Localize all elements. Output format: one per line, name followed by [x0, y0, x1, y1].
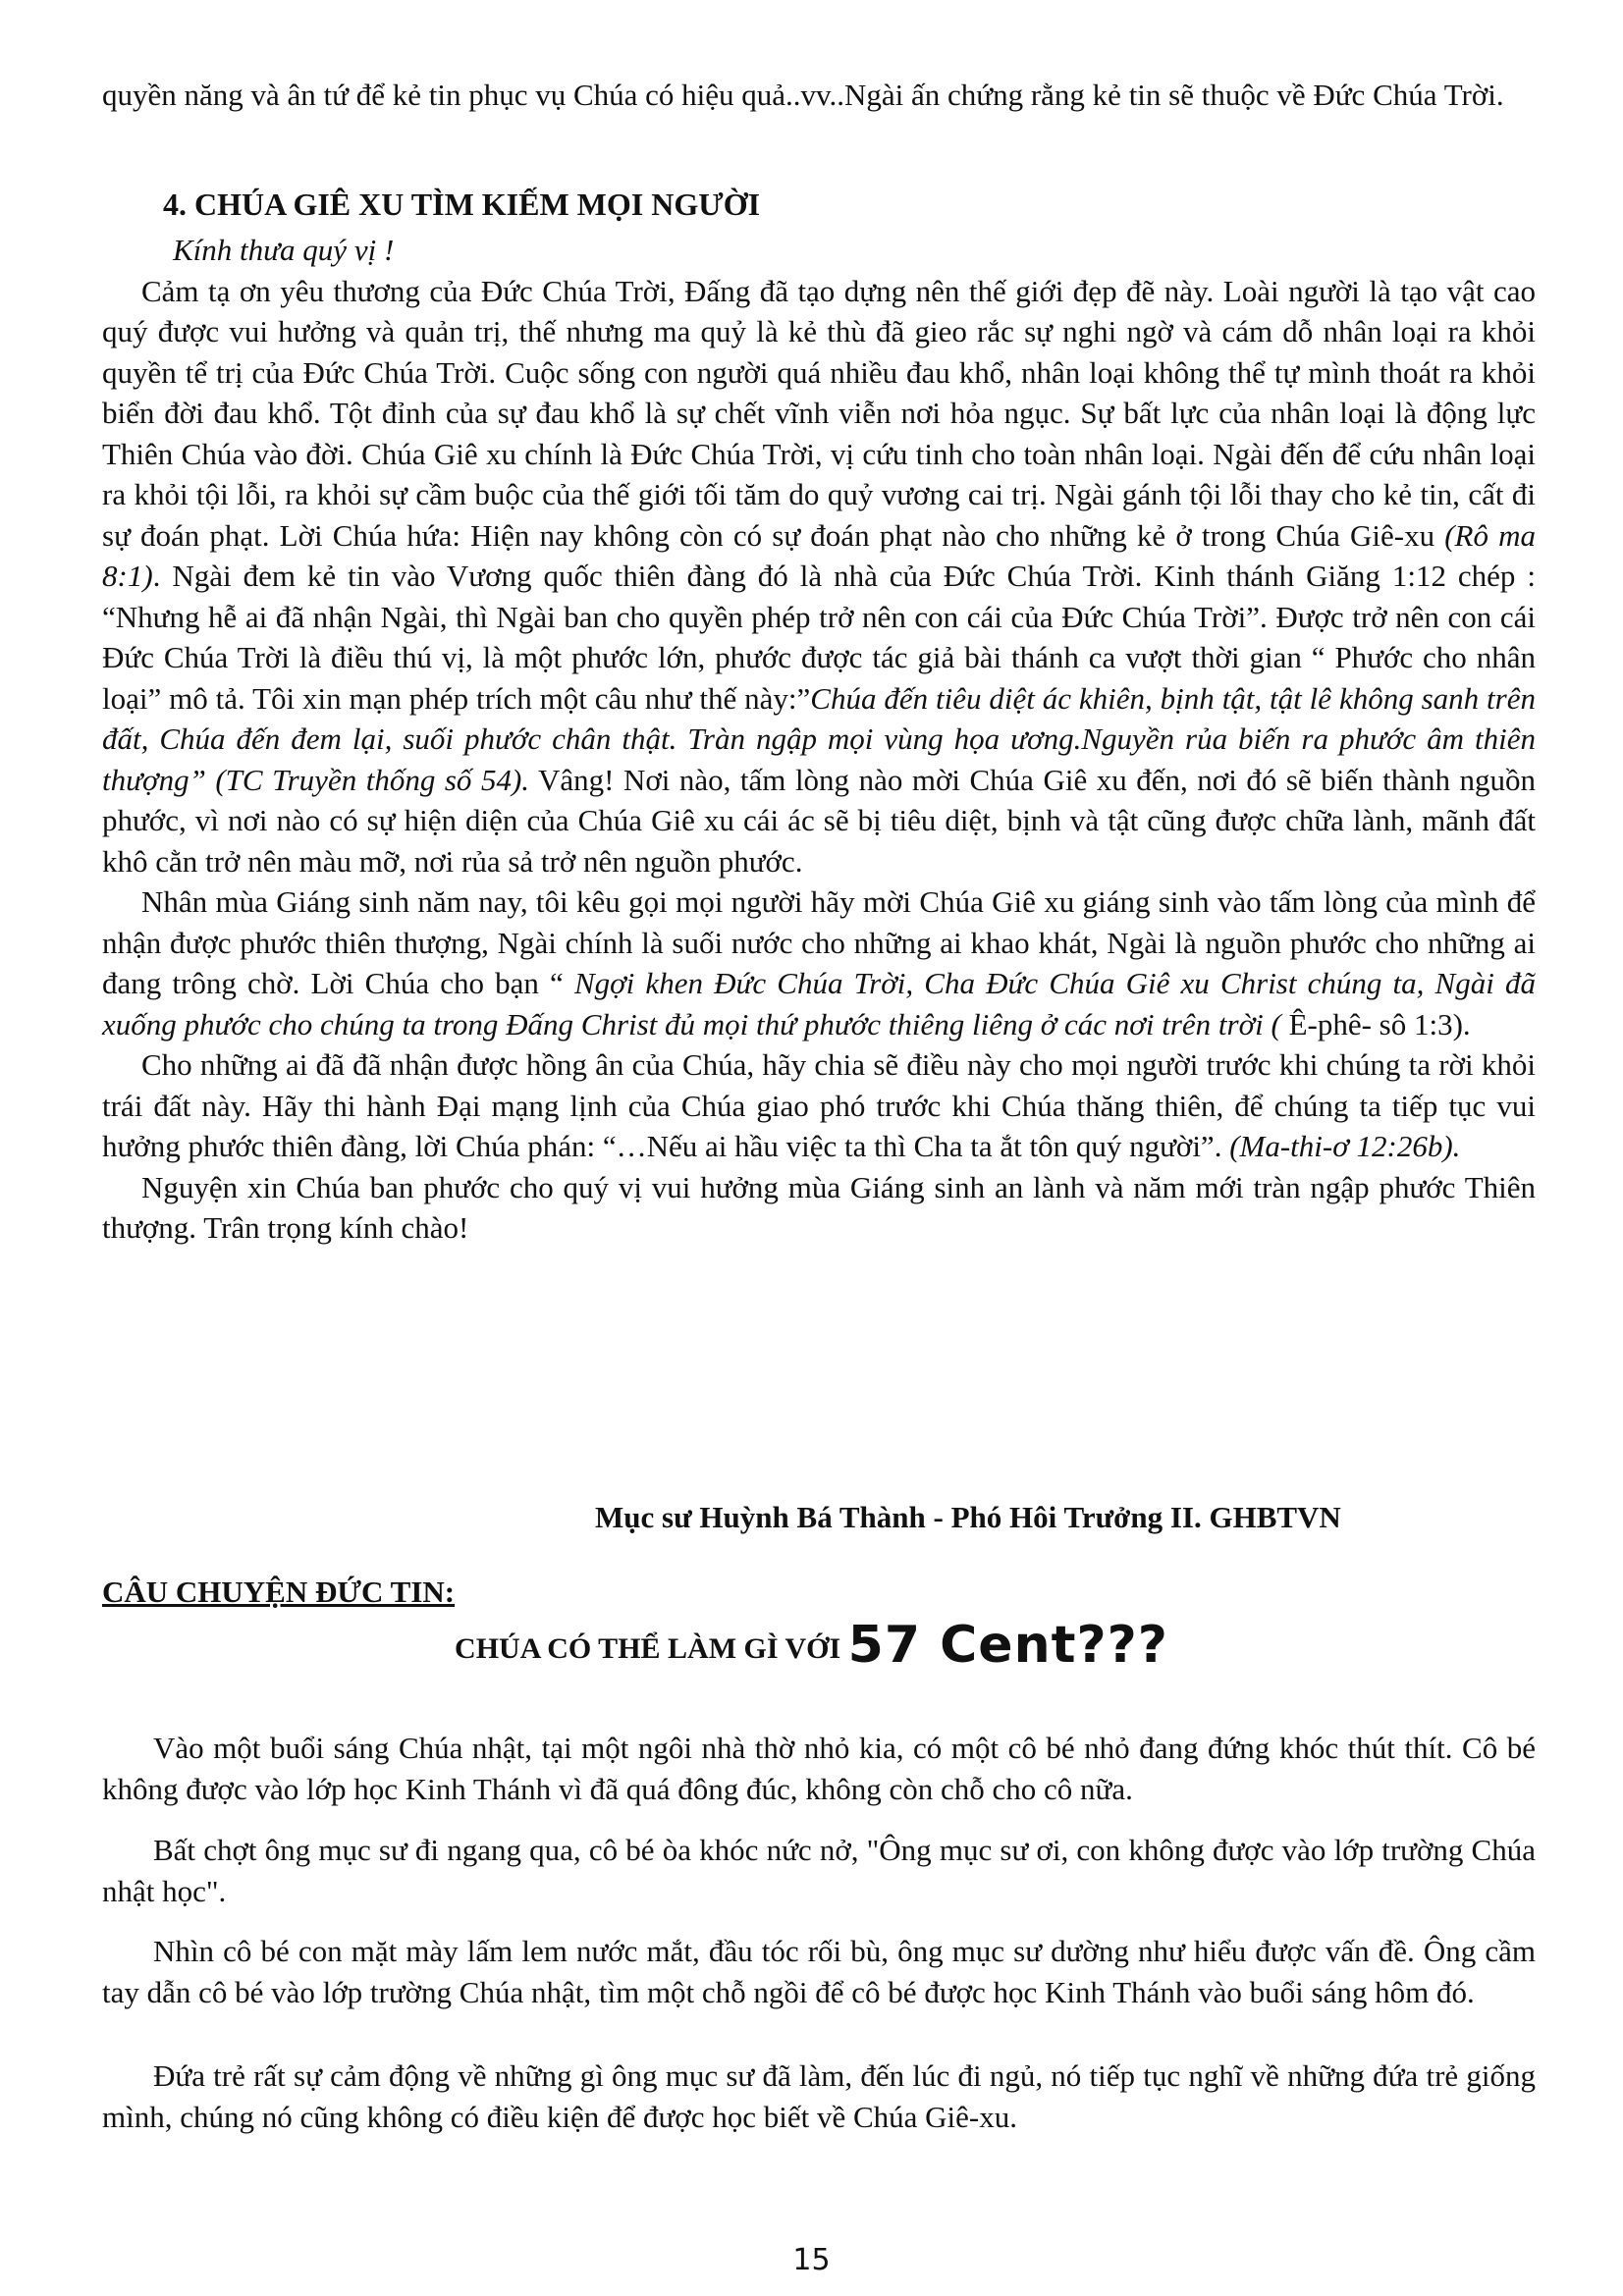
story-title — [0, 1616, 1623, 1675]
p1-hymn-quote: Chúa đến tiêu diệt ác khiên, bịnh tật, tật lê không sanh trên đất, Chúa đến đem lại, suối phước chân thật. Tràn ngập mọi vùng họa ương.Nguyền rủa biến ra phước âm thiên thượng” (TC Truyền thống số 54). — [102, 680, 1536, 797]
page-number: 15 — [792, 2243, 831, 2277]
section-heading: 4. CHÚA GIÊ XU TÌM KIẾM MỌI NGƯỜI — [163, 187, 761, 222]
story-paragraph-2: Bất chợt ông mục sư đi ngang qua, cô bé òa khóc nức nở, "Ông mục sư ơi, con không được vào lớp trường Chúa nhật học". — [102, 1833, 1536, 1908]
story-paragraph-4: Đứa trẻ rất sự cảm động về những gì ông mục sư đã làm, đến lúc đi ngủ, nó tiếp tục nghĩ về những đứa trẻ giống mình, chúng nó cũng không có điều kiện để được học biết về Chúa Giê-xu. — [102, 2058, 1536, 2134]
story-paragraph-3-block — [102, 1931, 1536, 2012]
p1-text-b: . Ngài đem kẻ tin vào Vương quốc thiên đàng đó là nhà của Đức Chúa Trời. Kinh thánh Giăng 1:12 chép : “Nhưng hễ ai đã nhận Ngài, thì Ngài ban cho quyền phép trở nên con cái của Đức Chúa Trời”. Được trở nên con cái Đức Chúa Trời là điều thú vị, là một phước lớn, phước được tác giả bài thánh ca vượt thời gian “ Phước cho nhân loại” mô tả. Tôi xin mạn phép trích một câu như thế này:” — [102, 559, 1536, 716]
p2-text-b: Ê-phê- sô 1:3). — [1280, 1006, 1471, 1041]
p2-scripture-quote: Ngợi khen Đức Chúa Trời, Cha Đức Chúa Giê xu Christ chúng ta, Ngài đã xuống phước cho chúng ta trong Đấng Christ đủ mọi thứ phước thiêng liêng ở các nơi trên trời ( — [102, 966, 1536, 1041]
signature: Mục sư Huỳnh Bá Thành - Phó Hôi Trưởng II. GHBTVN — [595, 1500, 1341, 1534]
sermon-paragraph-3 — [102, 1044, 1536, 1167]
p1-text-c: Vâng! Nơi nào, tấm lòng nào mời Chúa Giê xu đến, nơi đó sẽ biến thành nguồn phước, vì nơi nào có sự hiện diện của Chúa Giê xu cái ác sẽ bị tiêu diệt, bịnh và tật cũng được chữa lành, mãnh đất khô cằn trở nên màu mỡ, nơi rủa sả trở nên nguồn phước. — [102, 762, 1536, 879]
greeting — [102, 230, 1536, 271]
story-paragraph-2-block — [102, 1830, 1536, 1911]
story-paragraph-4-block — [102, 2056, 1536, 2137]
p2-text-a: Nhân mùa Giáng sinh năm nay, tôi kêu gọi mọi người hãy mời Chúa Giê xu giáng sinh vào tấm lòng của mình để nhận được phước thiên thượng, Ngài chính là suối nước cho những ai khao khát, Ngài là nguồn phước cho những ai đang trông chờ. Lời Chúa cho bạn “ — [102, 884, 1536, 1000]
p3-reference: (Ma-thi-ơ 12:26b). — [1229, 1129, 1461, 1163]
story-paragraph-1: Vào một buổi sáng Chúa nhật, tại một ngôi nhà thờ nhỏ kia, có một cô bé nhỏ đang đứng khóc thút thít. Cô bé không được vào lớp học Kinh Thánh vì đã quá đông đúc, không còn chỗ cho cô nữa. — [102, 1731, 1536, 1806]
story-paragraph-3: Nhìn cô bé con mặt mày lấm lem nước mắt, đầu tóc rối bù, ông mục sư dường như hiểu được vấn đề. Ông cầm tay dẫn cô bé vào lớp trường Chúa nhật, tìm một chỗ ngồi để cô bé được học Kinh Thánh vào buổi sáng hôm đó. — [102, 1934, 1536, 2009]
intro-section — [102, 75, 1536, 116]
sermon-body — [102, 230, 1536, 1249]
p1-text-a: Cảm tạ ơn yêu thương của Đức Chúa Trời, Đấng đã tạo dựng nên thế giới đẹp đẽ này. Loài người là tạo vật cao quý được vui hưởng và quản trị, thế nhưng ma quỷ là kẻ thù đã gieo rắc sự nghi ngờ và cám dỗ nhân loại ra khỏi quyền tể trị của Đức Chúa Trời. Cuộc sống con người quá nhiều đau khổ, nhân loại không thể tự mình thoát ra khỏi biển đời đau khổ. Tột đỉnh của sự đau khổ là sự chết vĩnh viễn nơi hỏa ngục. Sự bất lực của nhân loại là động lực Thiên Chúa vào đời. Chúa Giê xu chính là Đức Chúa Trời, vị cứu tinh cho toàn nhân loại. Ngài đến để cứu nhân loại ra khỏi tội lỗi, ra khỏi sự cầm buộc của thế giới tối tăm do quỷ vương cai trị. Ngài gánh tội lỗi thay cho kẻ tin, cất đi sự đoán phạt. Lời Chúa hứa: Hiện nay không còn có sự đoán phạt nào cho những kẻ ở trong Chúa Giê-xu — [102, 273, 1536, 553]
sermon-paragraph-2 — [102, 881, 1536, 1044]
story-paragraph-1-block — [102, 1728, 1536, 1809]
p1-reference: (Rô ma 8:1) — [102, 517, 1536, 593]
story-title-amount: 57 Cent??? — [847, 1616, 1168, 1675]
intro-paragraph: quyền năng và ân tứ để kẻ tin phục vụ Chúa có hiệu quả..vv..Ngài ấn chứng rằng kẻ tin sẽ thuộc về Đức Chúa Trời. — [102, 78, 1504, 112]
story-label: CÂU CHUYỆN ĐỨC TIN: — [102, 1575, 456, 1609]
sermon-paragraph-1 — [102, 271, 1536, 882]
sermon-paragraph-4: Nguyện xin Chúa ban phước cho quý vị vui hưởng mùa Giáng sinh an lành và năm mới tràn ngập phước Thiên thượng. Trân trọng kính chào! — [102, 1169, 1536, 1245]
greeting-text: Kính thưa quý vị ! — [173, 233, 395, 267]
p3-text-a: Cho những ai đã đã nhận được hồng ân của Chúa, hãy chia sẽ điều này cho mọi người trước khi chúng ta rời khỏi trái đất này. Hãy thi hành Đại mạng lịnh của Chúa giao phó trước khi Chúa thăng thiên, để chúng ta tiếp tục vui hưởng phước thiên đàng, lời Chúa phán: “…Nếu ai hầu việc ta thì Cha ta ắt tôn quý người”. — [102, 1047, 1536, 1163]
story-title-main: CHÚA CÓ THỂ LÀM GÌ VỚI — [455, 1632, 848, 1665]
